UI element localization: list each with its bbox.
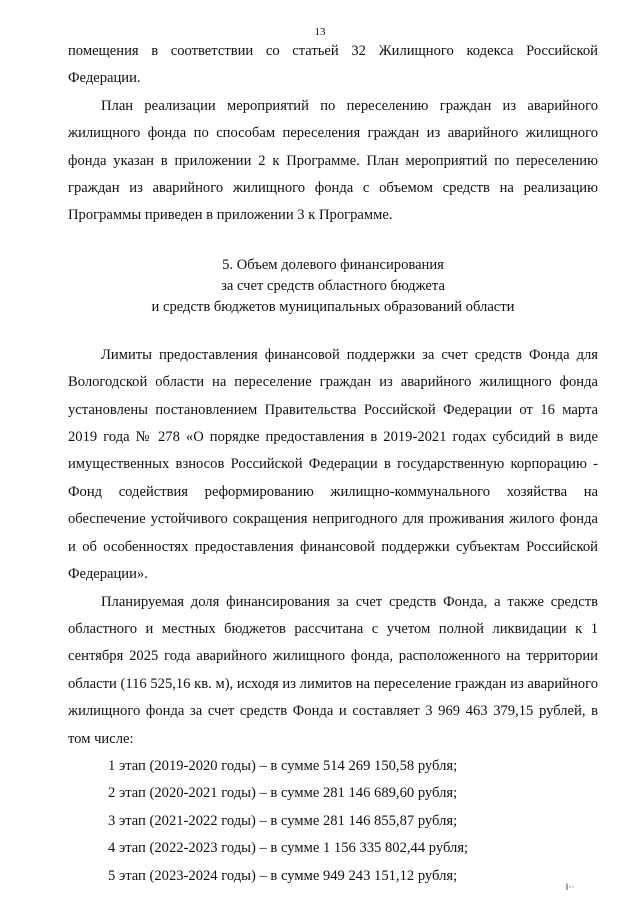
stage-item: 4 этап (2022-2023 годы) – в сумме 1 156 335 802,44 рубля; <box>108 840 469 857</box>
section-heading-line-3: и средств бюджетов муниципальных образований области <box>151 298 515 315</box>
page-number: 13 <box>314 26 326 38</box>
paragraph-planned-share: Планируемая доля финансирования за счет средств Фонда, а также средств областного и местных бюджетов рассчитана с учетом полной ликвидации к 1 сентября 2025 года аварийного жилищного фонда, расположенного на территории области (116 525,16 кв. м), исходя из лимитов на переселение граждан из аварийного жилищного фонда за счет средств Фонда и составляет 3 969 463 379,15 рублей, в том числе: <box>68 593 598 747</box>
stage-item: 1 этап (2019-2020 годы) – в сумме 514 269 150,58 рубля; <box>108 757 458 774</box>
stage-item: 3 этап (2021-2022 годы) – в сумме 281 146 855,87 рубля; <box>108 812 458 829</box>
stage-item: 5 этап (2023-2024 годы) – в сумме 949 243 151,12 рубля; <box>108 867 458 884</box>
stages-list <box>68 753 598 890</box>
paragraph-limits: Лимиты предоставления финансовой поддержки за счет средств Фонда для Вологодской области на переселение граждан из аварийного жилищного фонда установлены постановлением Правительства Российской Федерации от 16 марта 2019 года № 278 «О порядке предоставления в 2019-2021 годах субсидий в виде имущественных взносов Российской Федерации в государственную корпорацию - Фонд содействия реформированию жилищно-коммунального хозяйства на обеспечение устойчивого сокращения непригодного для проживания жилого фонда и об особенностях предоставления финансовой поддержки субъектам Российской Федерации». <box>68 346 598 583</box>
section-heading-line-2: за счет средств областного бюджета <box>221 277 445 294</box>
paragraph-continuation: помещения в соответствии со статьей 32 Жилищного кодекса Российской Федерации. <box>68 43 598 87</box>
scan-footer-mark: ‖·· <box>566 882 575 892</box>
stage-item: 2 этап (2020-2021 годы) – в сумме 281 146 689,60 рубля; <box>108 785 458 802</box>
section-heading <box>68 255 598 318</box>
paragraph-plan: План реализации мероприятий по переселению граждан из аварийного жилищного фонда по способам переселения граждан из аварийного жилищного фонда указан в приложении 2 к Программе. План мероприятий по переселению граждан из аварийного жилищного фонда с объемом средств на реализацию Программы приведен в приложении 3 к Программе. <box>68 97 598 224</box>
document-body <box>68 38 598 890</box>
section-heading-line-1: 5. Объем долевого финансирования <box>222 256 444 273</box>
